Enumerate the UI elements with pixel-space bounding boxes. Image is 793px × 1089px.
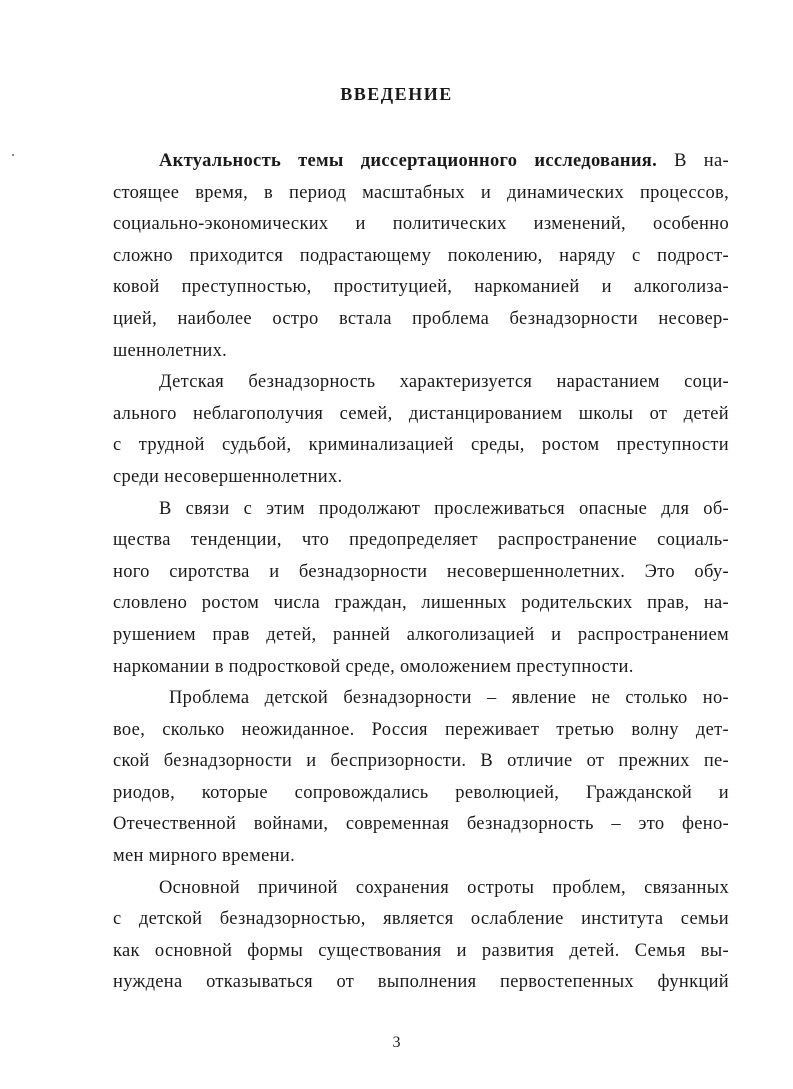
paragraph-4-line-2: вое, сколько неожиданное. Россия переживает третью волну дет- [113, 719, 729, 740]
paragraph-4-line-5: Отечественной войнами, современная безнадзорность – это фено- [113, 814, 729, 835]
paragraph-2-line-4: среди несовершеннолетних. [113, 466, 343, 487]
page-number: 3 [392, 1034, 401, 1051]
paragraph-3-line-3: ного сиротства и безнадзорности несовершеннолетних. Это обу- [113, 561, 729, 582]
paragraph-2-line-3: с трудной судьбой, криминализацией среды, ростом преступности [113, 435, 729, 456]
paragraph-4-line-6: мен мирного времени. [113, 846, 295, 867]
paragraph-3-line-6: наркомании в подростковой среде, омоложением преступности. [113, 656, 634, 677]
paragraph-3-line-4: словлено ростом числа граждан, лишенных родительских прав, на- [113, 593, 729, 614]
paragraph-4-line-4: риодов, которые сопровождались революцией, Гражданской и [113, 782, 729, 803]
page-title: ВВЕДЕНИЕ [340, 84, 453, 104]
paragraph-5-line-1: Основной причиной сохранения остроты проблем, связанных [159, 877, 729, 898]
paragraph-1-line-2: стоящее время, в период масштабных и динамических процессов, [113, 182, 729, 203]
paragraph-1-line-4: сложно приходится подрастающему поколению, наряду с подрост- [113, 245, 729, 266]
paragraph-1-line-5: ковой преступностью, проституцией, наркоманией и алкоголиза- [113, 277, 729, 298]
paragraph-2-line-1: Детская безнадзорность характеризуется нарастанием соци- [159, 372, 729, 393]
paragraph-4-line-3: ской безнадзорности и беспризорности. В отличие от прежних пе- [113, 751, 729, 772]
paragraph-1-line-6: цией, наиболее остро встала проблема безнадзорности несовер- [113, 308, 729, 329]
body-text [113, 146, 729, 999]
paragraph-1-line-3: социально-экономических и политических изменений, особенно [113, 214, 729, 235]
paragraph-1-line-7: шеннолетних. [113, 340, 228, 361]
paragraph-3-line-1: В связи с этим продолжают прослеживаться опасные для об- [159, 498, 729, 519]
paragraph-4-line-1: Проблема детской безнадзорности – явление не столько но- [169, 688, 729, 709]
paragraph-5-line-2: с детской безнадзорностью, является ослабление института семьи [113, 909, 729, 930]
paragraph-3-line-2: щества тенденции, что предопределяет распространение социаль- [113, 530, 729, 551]
paragraph-1-line-1 [113, 146, 729, 178]
paragraph-3-line-5: рушением прав детей, ранней алкоголизацией и распространением [113, 624, 729, 645]
paragraph-1-lead: Актуальность темы диссертационного исследования. [159, 151, 658, 171]
paragraph-5-line-4: нуждена отказываться от выполнения первостепенных функций [113, 972, 729, 993]
paragraph-5-line-3: как основной формы существования и развития детей. Семья вы- [113, 940, 729, 961]
paragraph-1-line-1-rest: В на- [657, 151, 729, 171]
paragraph-2-line-2: ального неблагополучия семей, дистанцированием школы от детей [113, 403, 729, 424]
scan-speck [12, 154, 14, 156]
